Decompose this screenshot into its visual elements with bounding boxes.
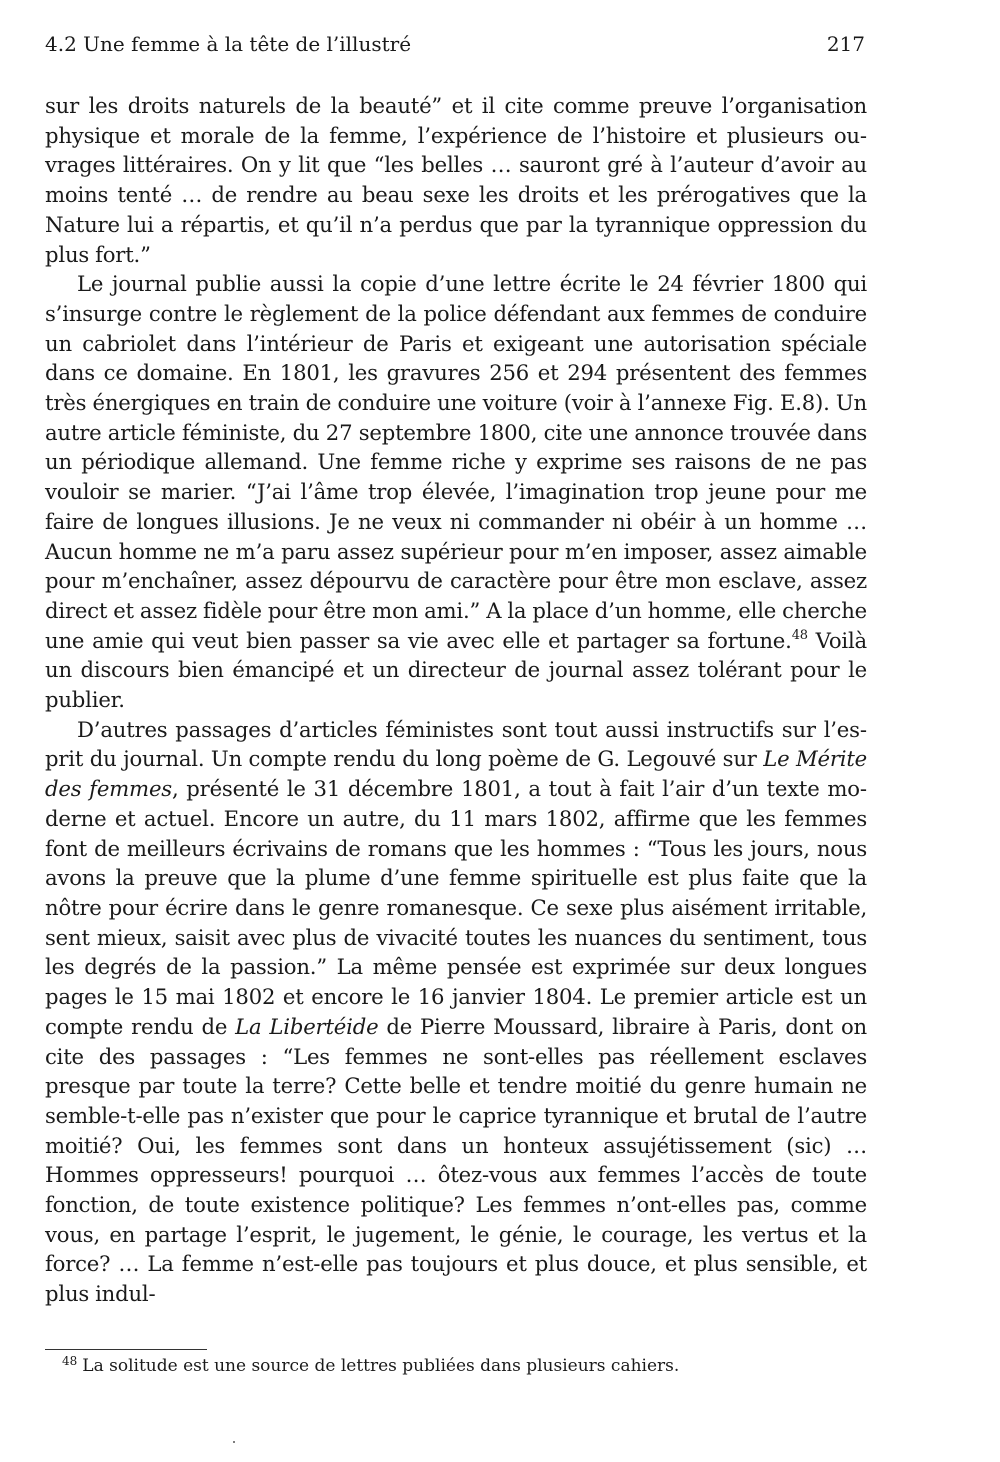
footnote [62,1354,867,1378]
paragraph-3-text-mid: , présenté le 31 décembre 1801, a tout à fait l’air d’un texte moderne et actuel. Encore un autre, du 11 mars 1802, affirme que les femmes font de meilleurs écrivains de romans que les hommes : “Tous les jours, nous avons la preuve que la plume d’une femme spirituelle est plus faite que la nôtre pour écrire dans le genre romanesque. Ce sexe plus aisément irritable, sent mieux, saisit avec plus de vivacité toutes les nuances du sentiment, tous les degrés de la passion.” La même pensée est exprimée sur deux longues pages le 15 mai 1802 et encore le 16 janvier 1804. Le premier article est un compte rendu de [45,776,867,1039]
book-title-merite: Le Mérite des femmes [45,746,868,802]
footnote-reference: 48 [791,627,808,643]
paragraph-1: sur les droits naturels de la beauté” et il cite comme preuve l’organisation physique et morale de la femme, l’expérience de l’histoire et plusieurs ouvrages littéraires. On y lit que “les belles … sauront gré à l’auteur d’avoir au moins tenté … de rendre au beau sexe les droits et les prérogatives que la Nature lui a répartis, et qu’il n’a perdus que par la tyrannique oppression du plus fort.” [45,93,867,267]
footnote-number: 48 [62,1354,78,1368]
page-number: 217 [826,32,865,56]
footnote-text: La solitude est une source de lettres publiées dans plusieurs cahiers. [82,1356,680,1376]
running-header [45,30,865,58]
paragraph-2-text-end: Voilà un discours bien émancipé et un directeur de journal assez tolérant pour le publier. [45,627,867,713]
footnote-rule [45,1349,207,1350]
book-title-liberteide: La Libertéide [235,1013,379,1039]
main-text [45,91,867,1309]
paragraph-2 [45,269,867,715]
paragraph-3 [45,715,867,1309]
scan-speck [233,1441,235,1443]
paragraph-2-text: Le journal publie aussi la copie d’une lettre écrite le 24 février 1800 qui s’insurge contre le règlement de la police défendant aux femmes de conduire un cabriolet dans l’intérieur de Paris et exigeant une autorisation spéciale dans ce domaine. En 1801, les gravures 256 et 294 présentent des femmes très énergiques en train de conduire une voiture (voir à l’annexe Fig. E.8). Un autre article féministe, du 27 septembre 1800, cite une annonce trouvée dans un périodique allemand. Une femme riche y exprime ses raisons de ne pas vouloir se marier. “J’ai l’âme trop élevée, l’imagination trop jeune pour me faire de longues illusions. Je ne veux ni commander ni obéir à un homme … Aucun homme ne m’a paru assez supérieur pour m’en imposer, assez aimable pour m’enchaîner, assez dépourvu de caractère pour être mon esclave, assez direct et assez fidèle pour être mon ami.” A la place d’un homme, elle cherche une amie qui veut bien passer sa vie avec elle et partager sa fortune. [45,271,868,653]
paragraph-3-text-end: de Pierre Moussard, libraire à Paris, dont on cite des passages : “Les femmes ne sont-elles pas réellement esclaves presque par toute la terre? Cette belle et tendre moitié du genre humain ne semble-t-elle pas n’exister que pour le caprice tyrannique et brutal de l’autre moitié? Oui, les femmes sont dans un honteux assujétissement (sic) … Hommes oppresseurs! pourquoi … ôtez-vous aux femmes l’accès de toute fonction, de toute existence politique? Les femmes n’ont-elles pas, comme vous, en partage l’esprit, le jugement, le génie, le courage, les vertus et la force? … La femme n’est-elle pas toujours et plus douce, et plus sensible, et plus indul- [45,1013,867,1307]
paragraph-3-text: D’autres passages d’articles féministes sont tout aussi instructifs sur l’esprit du journal. Un compte rendu du long poème de G. Legouvé sur [45,716,867,772]
section-title: 4.2 Une femme à la tête de l’illustré [45,32,412,56]
